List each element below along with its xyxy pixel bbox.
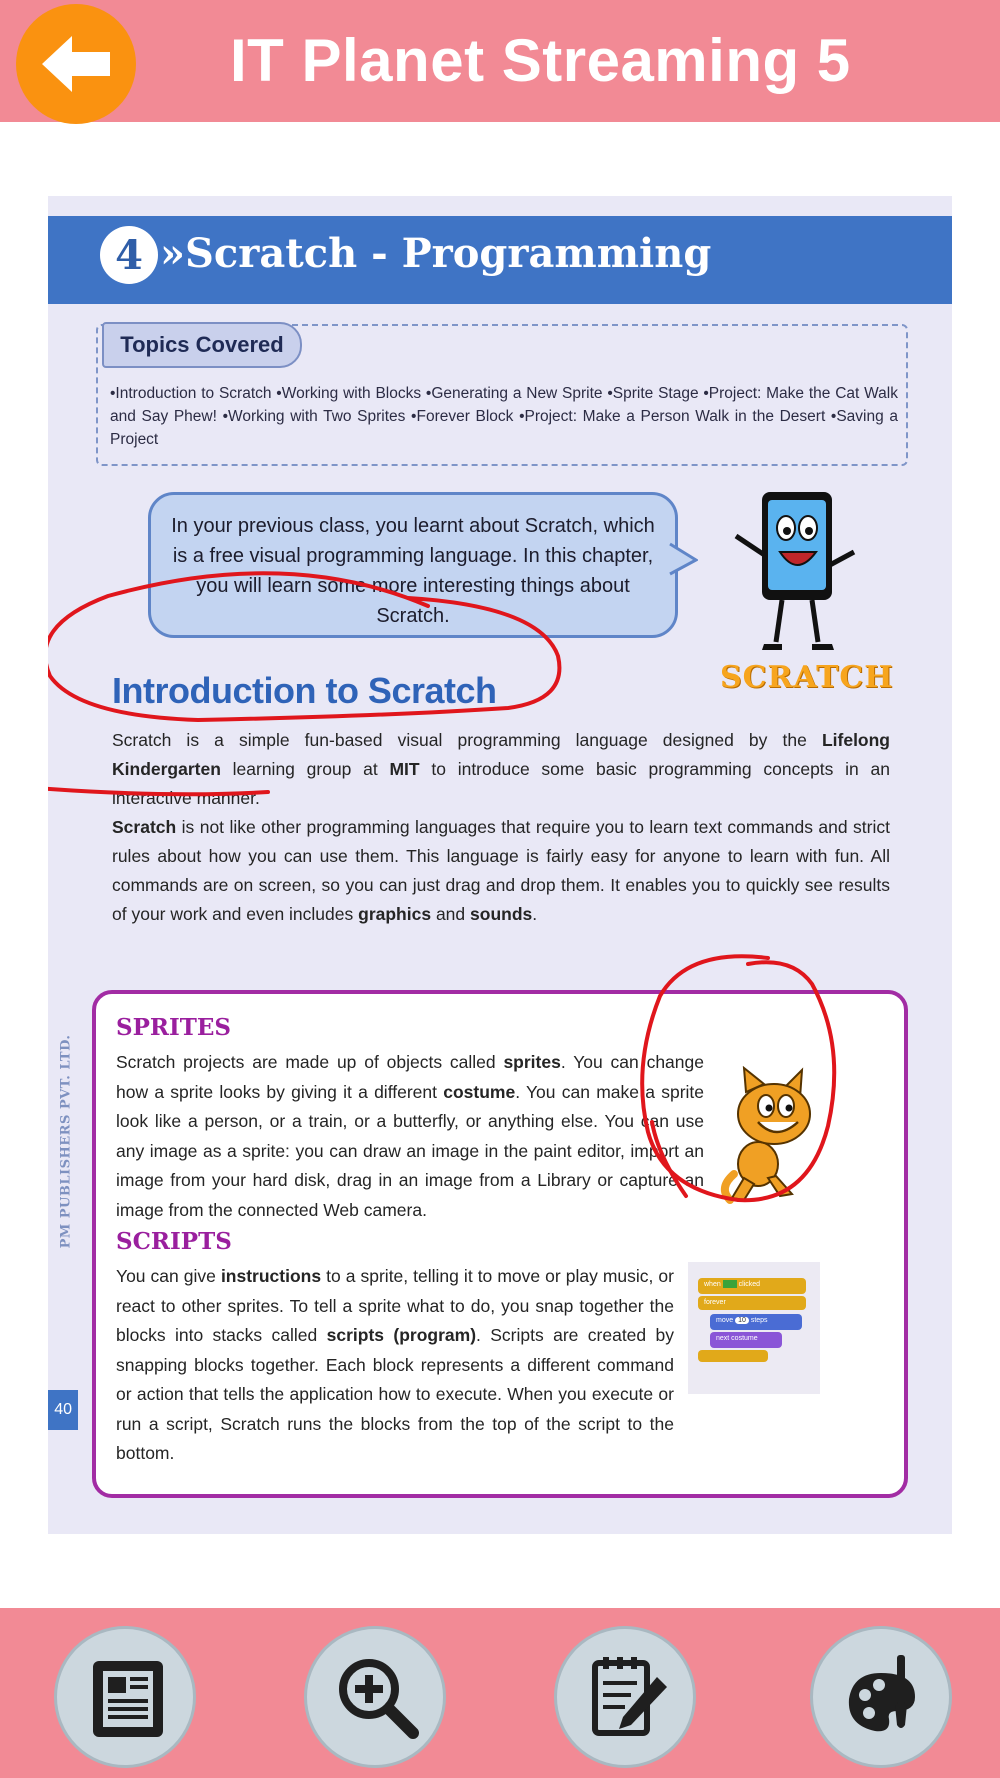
speech-text: In your previous class, you learnt about Scratch, which is a free visual programming language. In this chapter, you will learn some more interesting things about Scratch. — [171, 515, 655, 627]
scripts-text: You can give instructions to a sprite, telling it to move or play music, or react to other sprites. To tell a sprite what to do, you snap together the blocks into stacks called scripts (program). Scripts are created by snapping blocks together. Each block represents a different command or action that tells the application how to execute. When you execute or run a script, Scratch runs the blocks from the top of the script to the bottom. — [116, 1266, 674, 1463]
intro-paragraph-1: Scratch is a simple fun-based visual programming language designed by the Lifelong Kindergarten learning group at MIT to introduce some basic programming concepts in an interactive manner. — [112, 730, 890, 808]
back-button[interactable] — [16, 4, 136, 124]
top-bar — [0, 0, 1000, 122]
chapter-number: 4 — [100, 226, 158, 284]
move-steps-block: move 10 steps — [710, 1314, 802, 1330]
bottom-toolbar — [0, 1608, 1000, 1778]
topics-list: •Introduction to Scratch •Working with Blocks •Generating a New Sprite •Sprite Stage •Project: Make the Cat Walk and Say Phew! •Working with Two Sprites •Forever Block •Project: Make a Person Walk in the Desert •Saving a Project — [110, 385, 898, 448]
page-number: 40 — [48, 1390, 78, 1430]
scratch-cat-icon — [714, 1066, 824, 1206]
book-page[interactable] — [48, 196, 952, 1534]
arrow-left-icon — [38, 32, 114, 96]
chapter-header — [48, 216, 952, 304]
sprites-heading: SPRITES — [116, 1014, 232, 1041]
notes-button[interactable] — [554, 1626, 696, 1768]
notepad-pencil-icon — [583, 1653, 673, 1743]
palette-brush-icon — [839, 1653, 929, 1743]
speech-tail — [668, 540, 698, 580]
zoom-button[interactable] — [304, 1626, 446, 1768]
draw-button[interactable] — [810, 1626, 952, 1768]
speech-bubble — [148, 492, 678, 638]
next-costume-block: next costume — [710, 1332, 782, 1348]
forever-block: forever — [698, 1296, 806, 1310]
topics-covered-box — [96, 324, 908, 466]
tablet-mascot-icon — [724, 486, 864, 656]
publisher-label: PM PUBLISHERS PVT. LTD. — [58, 1034, 74, 1249]
when-clicked-block: when clicked — [698, 1278, 806, 1294]
intro-paragraph-2: Scratch is not like other programming languages that require you to learn text commands and strict rules about how you can use them. This language is fairly easy for anyone to learn with fun. All commands are on screen, so you can just drag and drop them. It enables you to quickly see results of your work and even includes graphics and sounds. — [112, 817, 890, 924]
intro-text — [112, 726, 890, 929]
scratch-script-image — [688, 1262, 820, 1394]
forever-block-end — [698, 1350, 768, 1362]
intro-heading: Introduction to Scratch — [112, 670, 497, 711]
scripts-heading: SCRIPTS — [116, 1228, 232, 1255]
topics-covered-label: Topics Covered — [102, 322, 302, 368]
zoom-in-icon — [333, 1653, 423, 1743]
sprites-text: Scratch projects are made up of objects called sprites. You can change how a sprite looks by giving it a different costume. You can make a sprite look like a person, or a train, or a butterfly, or anything else. You can use any image as a sprite: you can draw an image in the paint editor, import an image from your hard disk, drag in an image from a Library or capture an image from the connected Web camera. — [116, 1052, 704, 1220]
chapter-title: »Scratch - Programming — [160, 230, 712, 277]
toc-button[interactable] — [54, 1626, 196, 1768]
sprites-scripts-box — [92, 990, 908, 1498]
app-title: IT Planet Streaming 5 — [230, 27, 851, 94]
scratch-logo: SCRATCH — [720, 660, 894, 695]
document-icon — [83, 1653, 173, 1743]
